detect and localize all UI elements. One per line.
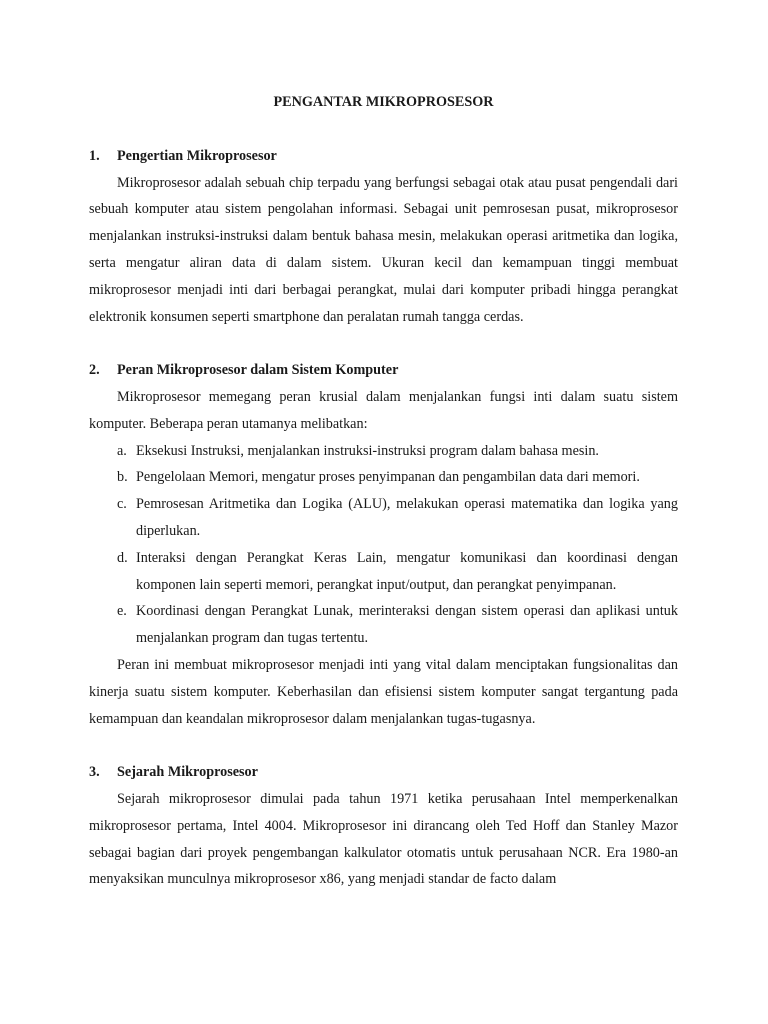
- list-item-text: Pemrosesan Aritmetika dan Logika (ALU), melakukan operasi matematika dan logika yang diperlukan.: [136, 496, 678, 539]
- section-heading: [89, 143, 678, 170]
- list-item-text: Koordinasi dengan Perangkat Lunak, merinteraksi dengan sistem operasi dan aplikasi untuk menjalankan program dan tugas tertentu.: [136, 603, 678, 647]
- list-item: [89, 491, 678, 545]
- paragraph: Mikroprosesor adalah sebuah chip terpadu yang berfungsi sebagai otak atau pusat pengendali dari sebuah komputer atau sistem pengolahan informasi. Sebagai unit pemrosesan pusat, mikroprosesor menjalankan instruksi-instruksi dalam bentuk bahasa mesin, melakukan operasi aritmetika dan logika, serta mengatur aliran data di dalam sistem. Ukuran kecil dan kemampuan tinggi membuat mikroprosesor menjadi inti dari berbagai perangkat, mulai dari komputer pribadi hingga perangkat elektronik konsumen seperti smartphone dan peralatan rumah tangga cerdas.: [89, 174, 678, 325]
- section-title: Pengertian Mikroprosesor: [117, 147, 277, 164]
- paragraph: Sejarah mikroprosesor dimulai pada tahun 1971 ketika perusahaan Intel memperkenalkan mikroprosesor pertama, Intel 4004. Mikroprosesor ini dirancang oleh Ted Hoff dan Stanley Mazor sebagai bagian dari proyek pengembangan kalkulator otomatis untuk perusahaan NCR. Era 1980-an menyaksikan munculnya mikroprosesor x86, yang menjadi standar de facto dalam: [89, 790, 678, 888]
- list-item-text: Eksekusi Instruksi, menjalankan instruksi-instruksi program dalam bahasa mesin.: [136, 442, 599, 459]
- section-number: 2.: [89, 362, 100, 379]
- section-peran: [89, 357, 678, 732]
- list-item-text: Interaksi dengan Perangkat Keras Lain, mengatur komunikasi dan koordinasi dengan komponen lain seperti memori, perangkat input/output, dan perangkat penyimpanan.: [136, 549, 678, 593]
- list-item: [89, 545, 678, 599]
- document-title: PENGANTAR MIKROPROSESOR: [273, 94, 494, 110]
- section-number: 1.: [89, 147, 100, 164]
- section-heading: [89, 759, 678, 786]
- document-page: [89, 89, 678, 893]
- list-marker: b.: [117, 469, 128, 486]
- title-spacer: [89, 116, 678, 143]
- list-item-text: Pengelolaan Memori, mengatur proses penyimpanan dan pengambilan data dari memori.: [136, 469, 640, 486]
- section-title: Sejarah Mikroprosesor: [117, 764, 258, 781]
- list-marker: e.: [117, 603, 127, 620]
- section-pengertian: [89, 143, 678, 331]
- list-marker: a.: [117, 442, 127, 459]
- list-item: [89, 464, 678, 491]
- section-heading: [89, 357, 678, 384]
- section-number: 3.: [89, 764, 100, 781]
- paragraph-closing: Peran ini membuat mikroprosesor menjadi inti yang vital dalam menciptakan fungsionalitas dan kinerja suatu sistem komputer. Keberhasilan dan efisiensi sistem komputer sangat tergantung pada kemampuan dan keandalan mikroprosesor dalam menjalankan tugas-tugasnya.: [89, 656, 678, 727]
- section-sejarah: [89, 759, 678, 893]
- role-list: [89, 438, 678, 652]
- paragraph-intro: Mikroprosesor memegang peran krusial dalam menjalankan fungsi inti dalam suatu sistem komputer. Beberapa peran utamanya melibatkan:: [89, 388, 678, 432]
- section-title: Peran Mikroprosesor dalam Sistem Komputer: [117, 362, 399, 379]
- list-marker: d.: [117, 549, 128, 566]
- list-item: [89, 438, 678, 465]
- list-item: [89, 598, 678, 652]
- list-marker: c.: [117, 496, 127, 513]
